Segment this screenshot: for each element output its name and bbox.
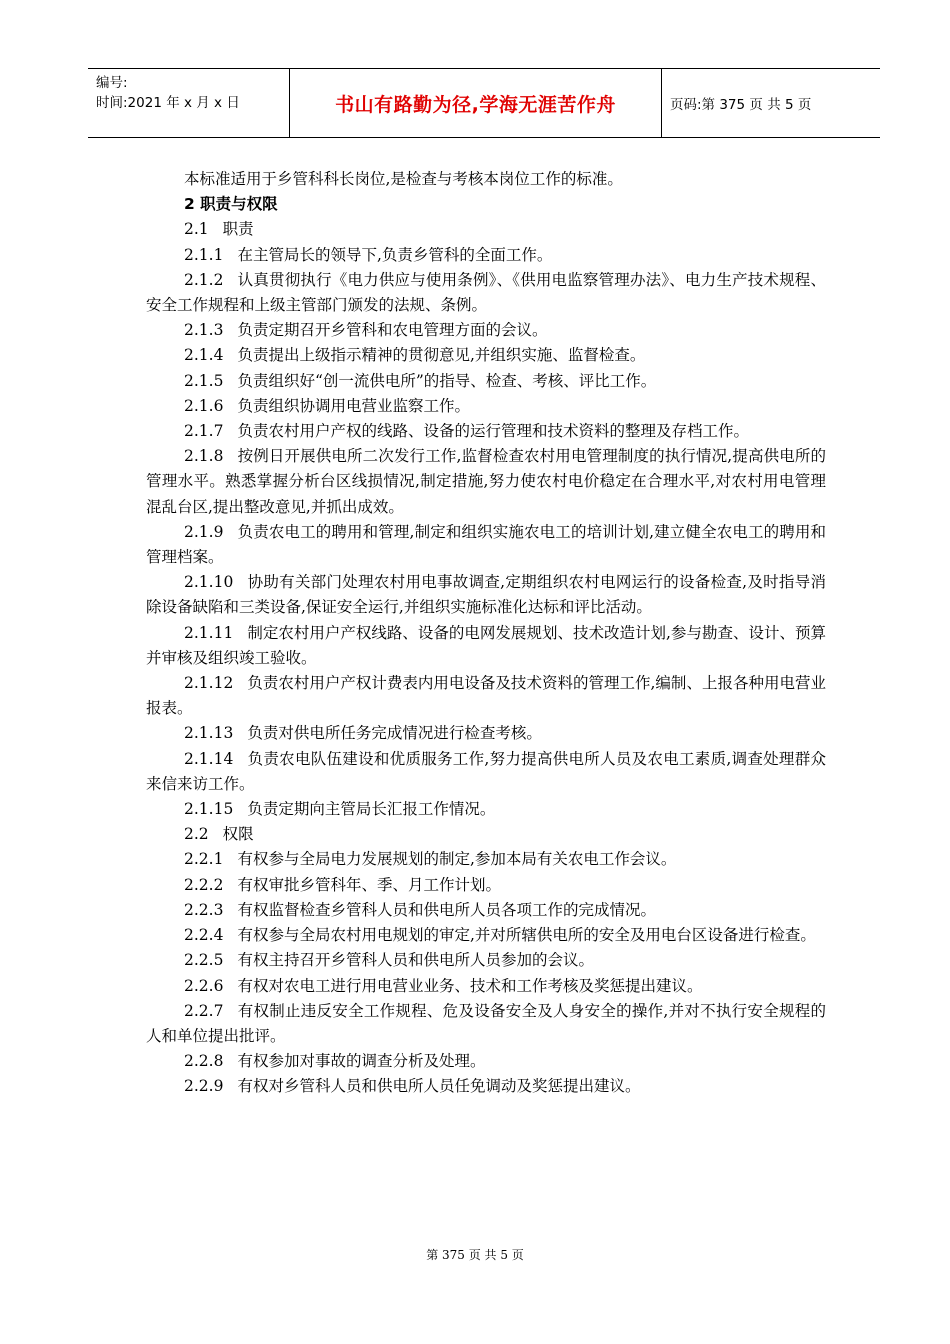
header-meta (88, 69, 290, 137)
clause-number: 2.1.15 (184, 800, 234, 819)
clause-number: 2.1.3 (184, 321, 224, 340)
clause-text: 负责农村用户产权计费表内用电设备及技术资料的管理工作,编制、上报各种用电营业报表。 (146, 674, 826, 718)
clause-text: 有权制止违反安全工作规程、危及设备安全及人身安全的操作,并对不执行安全规程的人和单位提出批评。 (146, 1001, 826, 1045)
clause-text: 有权对农电工进行用电营业业务、技术和工作考核及奖惩提出建议。 (237, 976, 703, 995)
clause-text: 权限 (222, 825, 254, 844)
clause-number: 2.2.5 (184, 951, 224, 970)
paragraph (146, 318, 826, 343)
clause-text: 有权对乡管科人员和供电所人员任免调动及奖惩提出建议。 (237, 1077, 641, 1096)
paragraph (146, 898, 826, 923)
clause-text: 负责定期向主管局长汇报工作情况。 (247, 800, 496, 819)
clause-number: 2.1.12 (184, 674, 234, 693)
clause-number: 2.1.8 (184, 447, 224, 466)
clause-number: 2.1.10 (184, 573, 234, 592)
paragraph (146, 621, 826, 671)
paragraph (146, 847, 826, 872)
clause-number: 2.1.13 (184, 724, 234, 743)
clause-text: 有权参与全局农村用电规划的审定,并对所辖供电所的安全及用电台区设备进行检查。 (237, 926, 816, 945)
paragraph (146, 948, 826, 973)
clause-number: 2.1.7 (184, 422, 224, 441)
paragraph (146, 192, 826, 217)
clause-number: 2.1.4 (184, 346, 224, 365)
clause-number: 2.2 (184, 825, 209, 844)
paragraph (146, 217, 826, 242)
clause-text: 负责对供电所任务完成情况进行检查考核。 (247, 724, 542, 743)
clause-number: 2.2.6 (184, 976, 224, 995)
clause-text: 有权参与全局电力发展规划的制定,参加本局有关农电工作会议。 (237, 850, 677, 869)
paragraph (146, 520, 826, 570)
paragraph (146, 671, 826, 721)
clause-text: 负责组织好“创一流供电所”的指导、检查、考核、评比工作。 (237, 371, 657, 390)
clause-number: 2.1.11 (184, 623, 234, 642)
paragraph (146, 721, 826, 746)
clause-text: 有权审批乡管科年、季、月工作计划。 (237, 875, 501, 894)
clause-number: 2.2.9 (184, 1077, 224, 1096)
clause-text: 制定农村用户产权线路、设备的电网发展规划、技术改造计划,参与勘查、设计、预算并审核及组织竣工验收。 (146, 623, 826, 667)
paragraph (146, 444, 826, 520)
clause-text: 有权参加对事故的调查分析及处理。 (237, 1052, 486, 1071)
paragraph (146, 822, 826, 847)
clause-text: 认真贯彻执行《电力供应与使用条例》、《供用电监察管理办法》、电力生产技术规程、安全工作规程和上级主管部门颁发的法规、条例。 (146, 270, 826, 315)
clause-number: 2.2.2 (184, 875, 224, 894)
clause-text: 负责组织协调用电营业监察工作。 (237, 396, 470, 415)
header-motto: 书山有路勤为径,学海无涯苦作舟 (290, 69, 662, 137)
clause-number: 2.1.1 (184, 245, 224, 264)
paragraph (146, 923, 826, 948)
page-header (88, 68, 880, 138)
clause-number: 2.2.4 (184, 926, 224, 945)
time-label: 时间:2021 年 x 月 x 日 (96, 95, 240, 111)
clause-text: 协助有关部门处理农村用电事故调查,定期组织农村电网运行的设备检查,及时指导消除设备缺陷和三类设备,保证安全运行,并组织实施标准化达标和评比活动。 (146, 573, 826, 617)
paragraph (146, 167, 826, 192)
paragraph (146, 570, 826, 620)
clause-number: 2.2.3 (184, 900, 224, 919)
clause-number: 2.1.6 (184, 396, 224, 415)
clause-number: 2.1.9 (184, 522, 224, 541)
paragraph (146, 873, 826, 898)
clause-number: 2.1 (184, 220, 209, 239)
code-label: 编号: (96, 75, 128, 91)
clause-text: 在主管局长的领导下,负责乡管科的全面工作。 (237, 245, 553, 264)
paragraph (146, 419, 826, 444)
clause-text: 有权监督检查乡管科人员和供电所人员各项工作的完成情况。 (237, 900, 656, 919)
clause-text: 负责农村用户产权的线路、设备的运行管理和技术资料的整理及存档工作。 (237, 422, 749, 441)
clause-number: 2.2.1 (184, 850, 224, 869)
paragraph (146, 268, 826, 318)
clause-number: 2.1.14 (184, 749, 234, 768)
paragraph (146, 797, 826, 822)
paragraph (146, 243, 826, 268)
paragraph (146, 369, 826, 394)
clause-number: 2.1.5 (184, 371, 224, 390)
paragraph (146, 974, 826, 999)
clause-number: 2.2.8 (184, 1052, 224, 1071)
clause-text: 负责定期召开乡管科和农电管理方面的会议。 (237, 321, 548, 340)
paragraph (146, 1074, 826, 1099)
document-body (146, 167, 826, 1100)
clause-number: 2.1.2 (184, 270, 224, 289)
paragraph (146, 394, 826, 419)
header-page-info: 页码:第 375 页 共 5 页 (670, 97, 812, 113)
clause-text: 负责提出上级指示精神的贯彻意见,并组织实施、监督检查。 (237, 346, 646, 365)
paragraph (146, 999, 826, 1049)
clause-text: 有权主持召开乡管科人员和供电所人员参加的会议。 (237, 951, 594, 970)
paragraph (146, 1049, 826, 1074)
clause-text: 按例日开展供电所二次发行工作,监督检查农村用电管理制度的执行情况,提高供电所的管理水平。熟悉掌握分析台区线损情况,制定措施,努力使农村电价稳定在合理水平,对农村用电管理混乱台区,提出整改意见,并抓出成效。 (146, 447, 826, 516)
paragraph (146, 343, 826, 368)
clause-text: 2 职责与权限 (184, 195, 278, 214)
clause-number: 2.2.7 (184, 1001, 224, 1020)
clause-text: 负责农电工的聘用和管理,制定和组织实施农电工的培训计划,建立健全农电工的聘用和管理档案。 (146, 522, 826, 567)
paragraph (146, 747, 826, 797)
page-footer: 第 375 页 共 5 页 (426, 1248, 524, 1262)
clause-text: 负责农电队伍建设和优质服务工作,努力提高供电所人员及农电工素质,调查处理群众来信来访工作。 (146, 749, 826, 793)
clause-text: 本标准适用于乡管科科长岗位,是检查与考核本岗位工作的标准。 (184, 170, 623, 188)
clause-text: 职责 (222, 220, 254, 239)
